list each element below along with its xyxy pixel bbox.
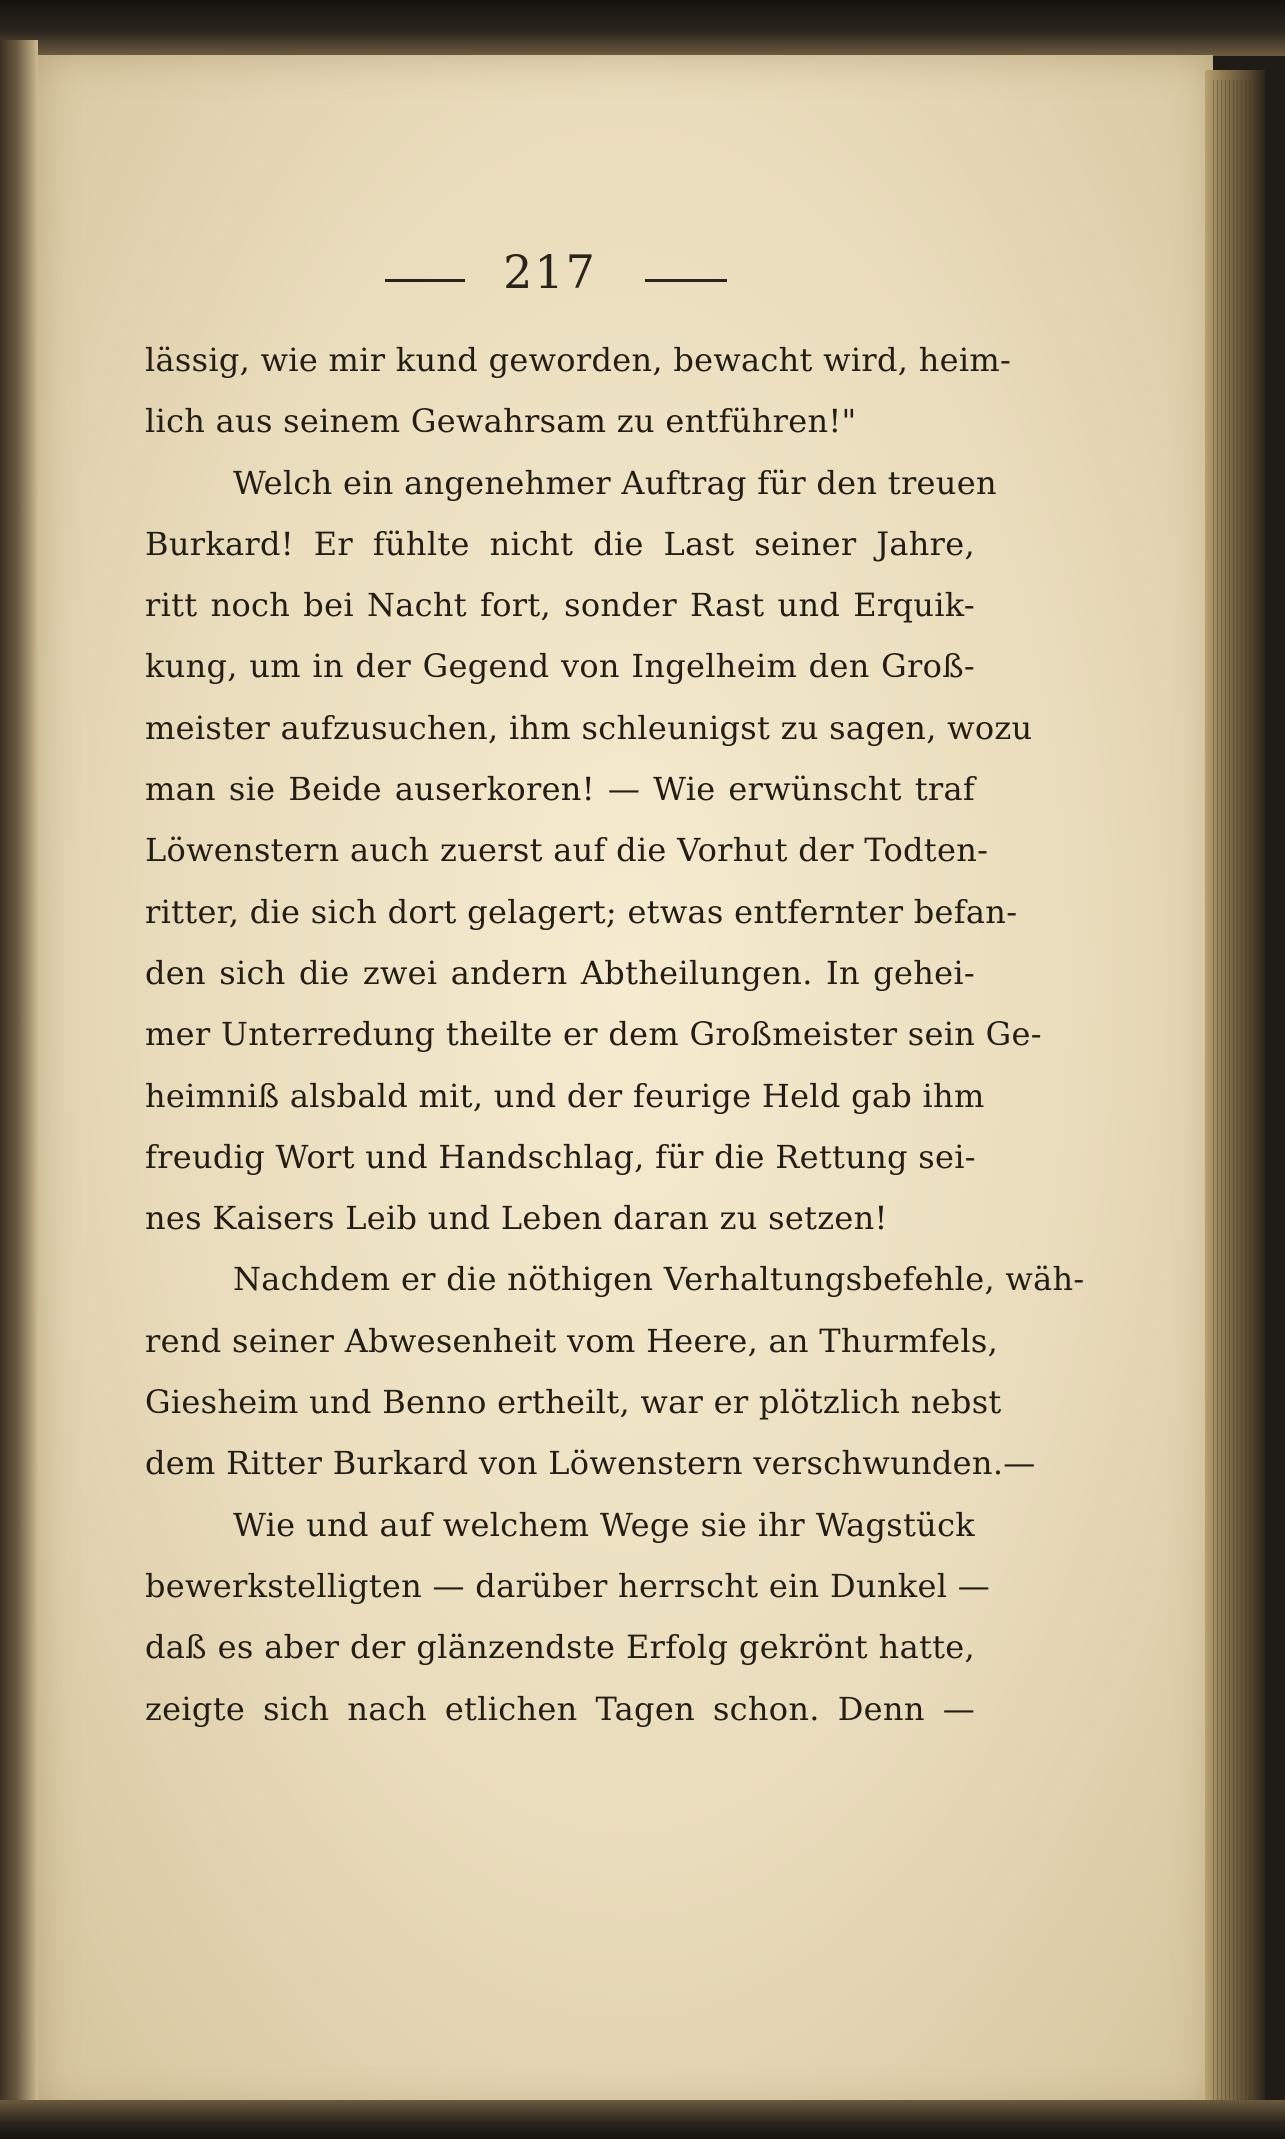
- text-line: lich aus seinem Gewahrsam zu entführen!": [145, 402, 857, 441]
- header-rule-right: [645, 279, 727, 282]
- page-number: 217: [503, 245, 597, 299]
- text-line: meister aufzusuchen, ihm schleunigst zu sagen, wozu: [145, 708, 1033, 747]
- text-line: kung, um in der Gegend von Ingelheim den Groß-: [145, 647, 975, 686]
- text-line: bewerkstelligten — darüber herrscht ein Dunkel —: [145, 1566, 991, 1605]
- text-line: dem Ritter Burkard von Löwenstern verschwunden.—: [145, 1444, 1036, 1483]
- header-rule-left: [385, 279, 465, 282]
- text-line: heimniß alsbald mit, und der feurige Held gab ihm: [145, 1076, 985, 1115]
- text-line: Löwenstern auch zuerst auf die Vorhut der Todten-: [145, 831, 989, 870]
- text-line: mer Unterredung theilte er dem Großmeister sein Ge-: [145, 1015, 1042, 1054]
- text-line: den sich die zwei andern Abtheilungen. In gehei-: [145, 953, 975, 992]
- text-line: Burkard! Er fühlte nicht die Last seiner Jahre,: [145, 524, 975, 563]
- text-line: rend seiner Abwesenheit vom Heere, an Thurmfels,: [145, 1321, 999, 1360]
- body-text: [145, 330, 1085, 1740]
- book-binding: [0, 40, 38, 2120]
- text-line: Giesheim und Benno ertheilt, war er plötzlich nebst: [145, 1383, 1002, 1422]
- text-line: nes Kaisers Leib und Leben daran zu setzen!: [145, 1199, 888, 1238]
- text-line: freudig Wort und Handschlag, für die Rettung sei-: [145, 1137, 976, 1176]
- text-line: ritt noch bei Nacht fort, sonder Rast und Erquik-: [145, 586, 975, 625]
- text-line: zeigte sich nach etlichen Tagen schon. Denn —: [145, 1689, 975, 1728]
- text-line: Nachdem er die nöthigen Verhaltungsbefehle, wäh-: [233, 1260, 1085, 1299]
- page-stack-lines: [1213, 80, 1253, 2100]
- text-line: man sie Beide auserkoren! — Wie erwünscht traf: [145, 770, 975, 809]
- text-line: Wie und auf welchem Wege sie ihr Wagstück: [233, 1505, 975, 1544]
- text-line: lässig, wie mir kund geworden, bewacht wird, heim-: [145, 341, 1012, 379]
- text-line: ritter, die sich dort gelagert; etwas entfernter befan-: [145, 892, 1018, 931]
- text-line: Welch ein angenehmer Auftrag für den treuen: [233, 463, 997, 502]
- text-line: daß es aber der glänzendste Erfolg gekrönt hatte,: [145, 1628, 975, 1667]
- book-bottom-edge: [0, 2100, 1285, 2139]
- book-top-edge: [0, 0, 1285, 56]
- page-header: [0, 245, 1285, 305]
